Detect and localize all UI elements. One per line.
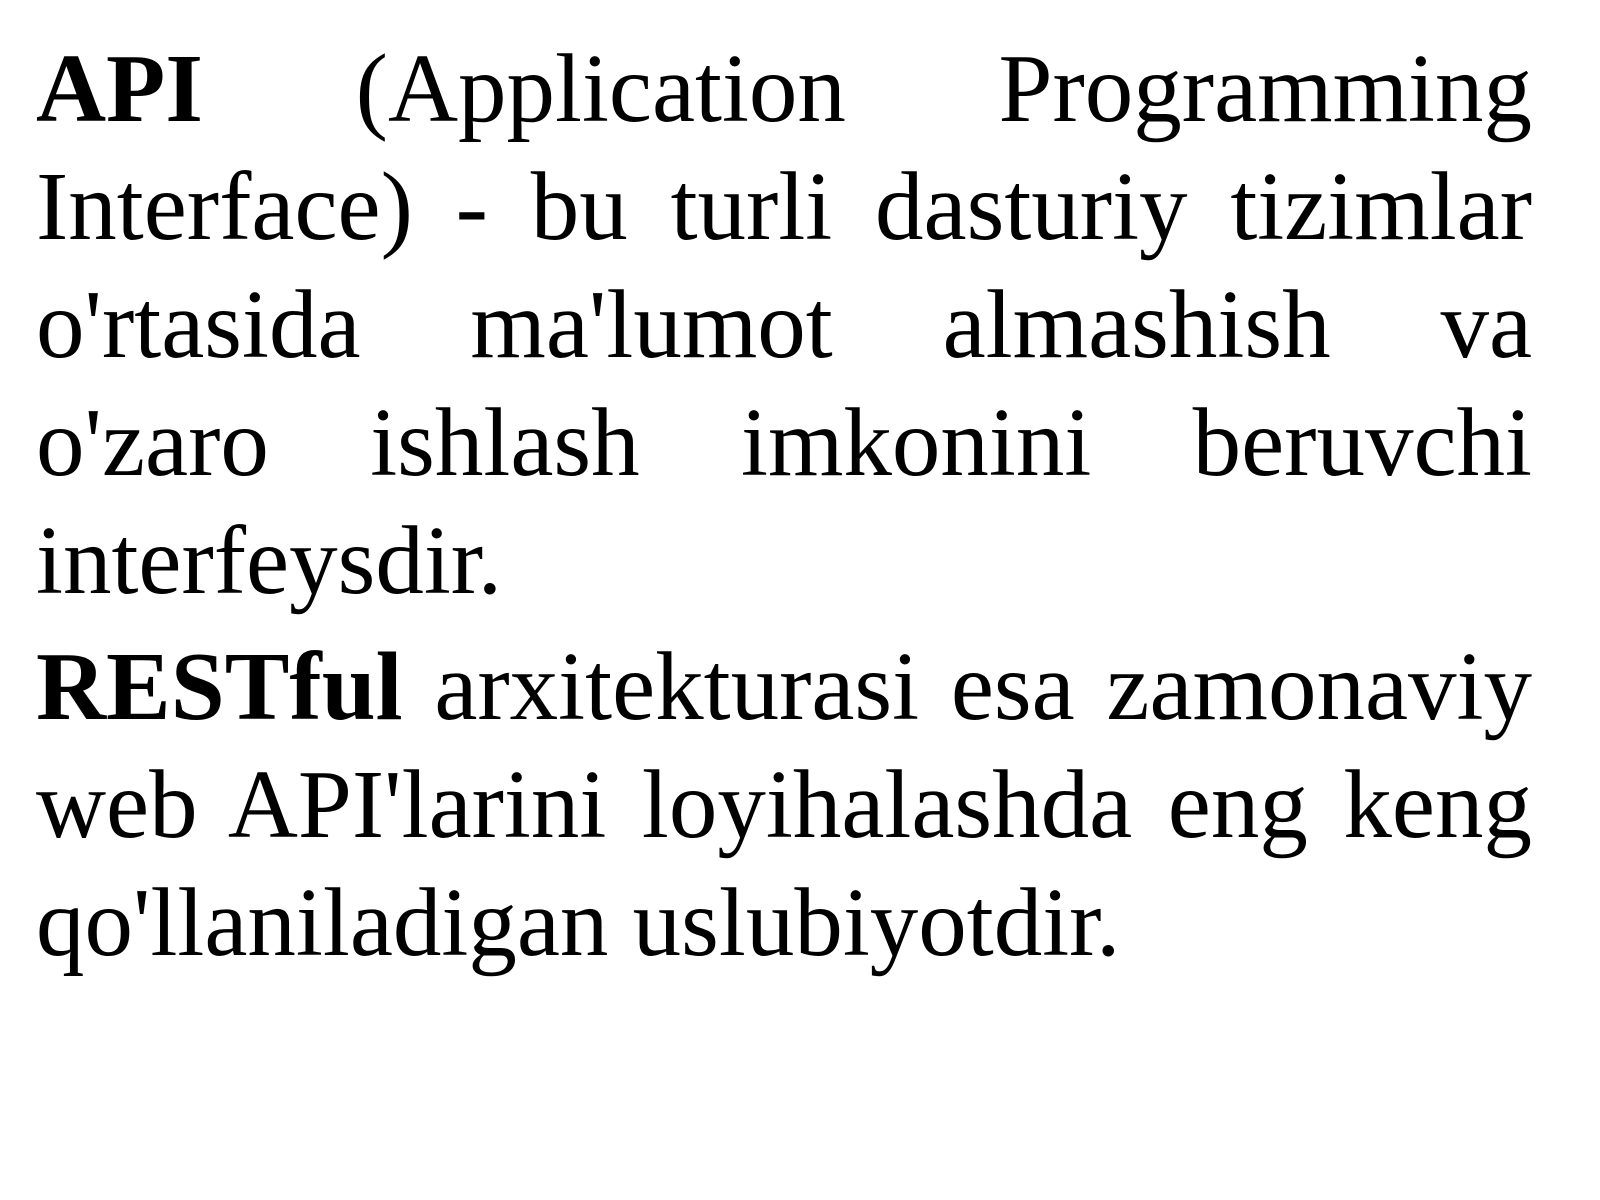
slide-text-body: [36, 30, 1532, 1170]
paragraph-api-definition: [36, 30, 1532, 620]
restful-definition-text: arxitekturasi esa zamonaviy web API'larini loyihalashda eng keng qo'llaniladigan uslubiyotdir.: [36, 633, 1532, 976]
term-restful: RESTful: [36, 633, 403, 740]
paragraph-restful-definition: [36, 628, 1532, 982]
api-definition-text: (Application Programming Interface) - bu turli dasturiy tizimlar o'rtasida ma'lumot almashish va o'zaro ishlash imkonini beruvchi interfeysdir.: [36, 35, 1532, 614]
term-api: API: [36, 35, 204, 142]
